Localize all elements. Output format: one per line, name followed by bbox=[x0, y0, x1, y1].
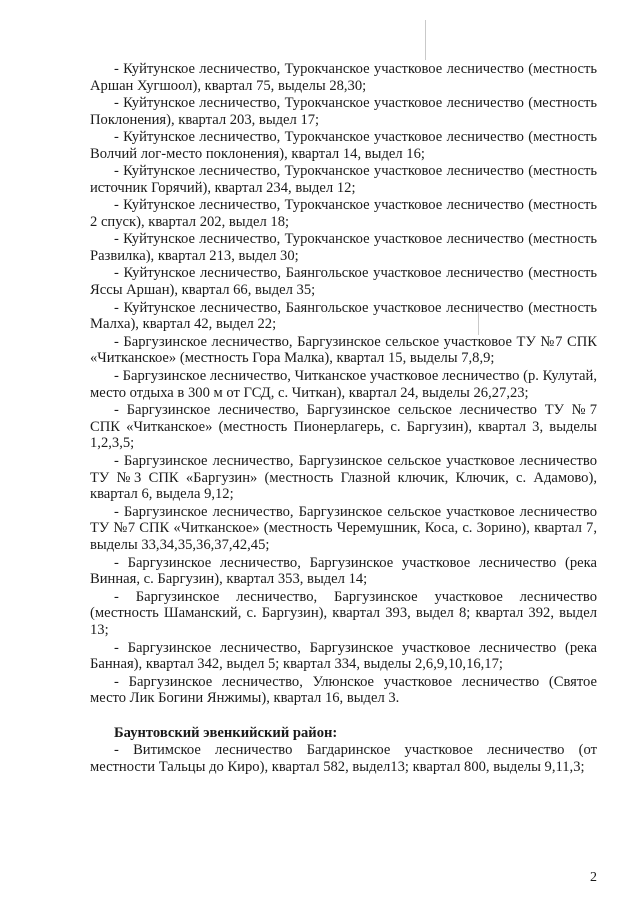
page-number: 2 bbox=[590, 870, 597, 885]
list-item: - Куйтунское лесничество, Турокчанское участковое лесничество (местность Развилка), квартал 213, выдел 30; bbox=[90, 231, 597, 265]
list-item: - Куйтунское лесничество, Баянгольское участковое лесничество (местность Яссы Аршан), квартал 66, выдел 35; bbox=[90, 265, 597, 299]
list-item: - Витимское лесничество Багдаринское участковое лесничество (от местности Тальцы до Киро), квартал 582, выдел13; квартал 800, выделы 9,11,3; bbox=[90, 742, 597, 775]
list-item: - Баргузинское лесничество, Баргузинское участковое лесничество (местность Шаманский, с. Баргузин), квартал 393, выдел 8; квартал 392, выдел 13; bbox=[90, 588, 597, 639]
list-item: - Баргузинское лесничество, Баргузинское участковое лесничество (река Банная), квартал 342, выдел 5; квартал 334, выделы 2,6,9,10,16,17; bbox=[90, 639, 597, 673]
list-item: - Куйтунское лесничество, Турокчанское участковое лесничество (местность Волчий лог-место поклонения), квартал 14, выдел 16; bbox=[90, 129, 597, 162]
list-item: - Куйтунское лесничество, Турокчанское участковое лесничество (местность источник Горячий), квартал 234, выдел 12; bbox=[90, 163, 597, 197]
scan-artifact-line bbox=[425, 20, 426, 60]
list-item: - Баргузинское лесничество, Баргузинское сельское участковое лесничество ТУ №3 СПК «Баргузин» (местность Глазной ключик, Ключик, с. Адамово), квартал 6, выдела 9,12; bbox=[90, 452, 597, 503]
list-item: - Баргузинское лесничество, Баргузинское сельское участковое лесничество ТУ №7 СПК «Читканское» (местность Черемушник, Коса, с. Зорино), квартал 7, выделы 33,34,35,36,37,42,45; bbox=[90, 503, 597, 554]
list-item: - Куйтунское лесничество, Турокчанское участковое лесничество (местность Аршан Хугшоол), квартал 75, выделы 28,30; bbox=[90, 61, 597, 94]
list-item: - Баргузинское лесничество, Баргузинское участковое лесничество (река Винная, с. Баргузин), квартал 353, выдел 14; bbox=[90, 554, 597, 588]
section-heading: Баунтовский эвенкийский район: bbox=[114, 725, 338, 742]
list-item: - Куйтунское лесничество, Турокчанское участковое лесничество (местность Поклонения), квартал 203, выдел 17; bbox=[90, 95, 597, 128]
list-item: - Баргузинское лесничество, Баргузинское сельское лесничество ТУ №7 СПК «Читканское» (местность Пионерлагерь, с. Баргузин), квартал 3, выделы 1,2,3,5; bbox=[90, 401, 597, 452]
list-item: - Баргузинское лесничество, Улюнское участковое лесничество (Святое место Лик Богини Янжимы), квартал 16, выдел 3. bbox=[90, 673, 597, 707]
list-item: - Баргузинское лесничество, Баргузинское сельское участковое ТУ №7 СПК «Читканское» (местность Гора Малка), квартал 15, выделы 7,8,9; bbox=[90, 333, 597, 367]
document-body bbox=[90, 61, 597, 776]
list-item: - Куйтунское лесничество, Турокчанское участковое лесничество (местность 2 спуск), квартал 202, выдел 18; bbox=[90, 197, 597, 231]
list-item: - Баргузинское лесничество, Читканское участковое лесничество (р. Кулутай, место отдыха в 300 м от ГСД, с. Читкан), квартал 24, выделы 26,27,23; bbox=[90, 367, 597, 401]
list-item: - Куйтунское лесничество, Баянгольское участковое лесничество (местность Малха), квартал 42, выдел 22; bbox=[90, 299, 597, 333]
